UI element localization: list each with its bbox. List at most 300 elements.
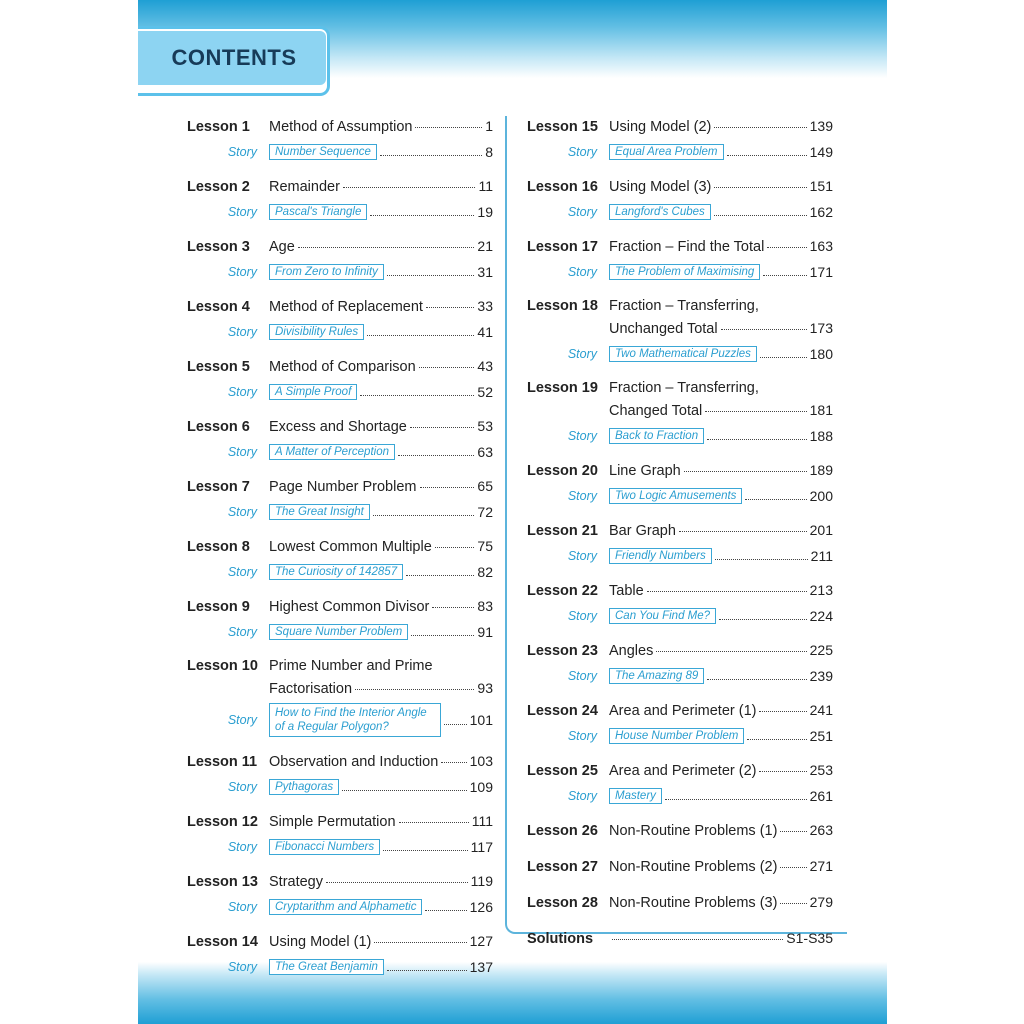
lesson-line <box>527 762 833 784</box>
story-label: Story <box>567 264 597 279</box>
lesson-number: Lesson 24 <box>527 703 598 719</box>
dot-leader <box>780 831 806 832</box>
lesson-line <box>527 894 833 916</box>
story-page-number: 82 <box>477 563 493 580</box>
dot-leader <box>679 531 807 532</box>
dot-leader <box>684 471 807 472</box>
story-line <box>187 200 493 223</box>
lesson-line <box>527 702 833 724</box>
lesson-line <box>187 418 493 440</box>
toc-entry[interactable] <box>527 642 833 687</box>
story-title-box[interactable]: Two Mathematical Puzzles <box>609 346 757 362</box>
dot-leader <box>714 215 807 216</box>
toc-entry[interactable] <box>527 762 833 807</box>
story-label: Story <box>227 384 257 399</box>
toc-entry[interactable] <box>527 702 833 747</box>
lesson-number: Lesson 27 <box>527 859 598 875</box>
story-page-number: 52 <box>477 383 493 400</box>
lesson-number: Lesson 26 <box>527 823 598 839</box>
page-number: 83 <box>477 598 493 614</box>
lesson-line <box>527 238 833 260</box>
lesson-number: Lesson 21 <box>527 523 598 539</box>
lesson-number: Lesson 18 <box>527 298 598 314</box>
story-page-number: 126 <box>469 898 493 915</box>
lesson-number: Lesson 22 <box>527 583 598 599</box>
story-page-number: 8 <box>485 143 493 160</box>
story-line <box>527 544 833 567</box>
story-label: Story <box>567 428 597 443</box>
page-number: 213 <box>809 582 833 598</box>
contents-tab <box>138 31 326 85</box>
page-number: 111 <box>471 813 493 829</box>
story-label: Story <box>227 624 257 639</box>
dot-leader <box>419 367 475 368</box>
dot-leader <box>399 822 469 823</box>
solutions-page: S1-S35 <box>786 930 833 946</box>
lesson-line <box>187 658 493 680</box>
lesson-title-line1: Prime Number and Prime <box>269 658 433 674</box>
lesson-number: Lesson 5 <box>187 359 250 375</box>
lesson-number: Lesson 20 <box>527 463 598 479</box>
story-line <box>187 260 493 283</box>
story-label: Story <box>227 899 257 914</box>
lesson-line <box>527 642 833 664</box>
dot-leader <box>763 275 806 276</box>
story-label: Story <box>227 204 257 219</box>
dot-leader <box>360 395 474 396</box>
story-line <box>527 342 833 365</box>
page-number: 279 <box>809 894 833 910</box>
lesson-number: Lesson 15 <box>527 119 598 135</box>
lesson-title: Using Model (3) <box>609 179 712 195</box>
dot-leader <box>715 559 808 560</box>
story-label: Story <box>227 324 257 339</box>
dot-leader <box>721 329 807 330</box>
dot-leader <box>343 187 476 188</box>
story-title-box[interactable]: Back to Fraction <box>609 428 704 444</box>
page-number: 93 <box>477 680 493 696</box>
story-line <box>187 320 493 343</box>
page-number: 33 <box>477 298 493 314</box>
dot-leader <box>747 739 806 740</box>
lesson-title: Observation and Induction <box>269 754 439 770</box>
story-page-number: 188 <box>809 427 833 444</box>
story-label: Story <box>227 779 257 794</box>
page-number: 173 <box>809 320 833 336</box>
dot-leader <box>373 515 475 516</box>
story-line <box>187 560 493 583</box>
dot-leader <box>383 850 468 851</box>
story-page-number: 63 <box>477 443 493 460</box>
toc-entry[interactable] <box>527 894 833 916</box>
lesson-title: Non-Routine Problems (3) <box>609 895 778 911</box>
lesson-title: Bar Graph <box>609 523 676 539</box>
story-page-number: 200 <box>809 487 833 504</box>
story-title-box[interactable]: A Simple Proof <box>269 384 357 400</box>
story-line <box>527 484 833 507</box>
dot-leader <box>426 307 474 308</box>
page-number: 263 <box>809 822 833 838</box>
lesson-title: Lowest Common Multiple <box>269 539 432 555</box>
story-page-number: 211 <box>810 547 833 564</box>
lesson-line <box>187 538 493 560</box>
story-title-box[interactable]: The Problem of Maximising <box>609 264 760 280</box>
story-page-number: 251 <box>809 727 833 744</box>
story-label: Story <box>227 144 257 159</box>
page-number: 163 <box>809 238 833 254</box>
toc-entry[interactable] <box>187 538 493 583</box>
story-label: Story <box>567 548 597 563</box>
story-line <box>187 955 493 978</box>
lesson-title-line1: Fraction – Transferring, <box>609 298 759 314</box>
story-page-number: 261 <box>809 787 833 804</box>
story-page-number: 117 <box>470 838 493 855</box>
story-line <box>527 724 833 747</box>
story-title-box[interactable]: The Amazing 89 <box>609 668 704 684</box>
lesson-number: Lesson 23 <box>527 643 598 659</box>
lesson-number: Lesson 7 <box>187 479 250 495</box>
story-title-box[interactable]: How to Find the Interior Angle of a Regular Polygon? <box>269 703 441 737</box>
story-title-box[interactable]: The Great Insight <box>269 504 370 520</box>
lesson-number: Lesson 19 <box>527 380 598 396</box>
story-page-number: 31 <box>477 263 493 280</box>
dot-leader <box>780 903 806 904</box>
lesson-title: Method of Assumption <box>269 119 413 135</box>
dot-leader <box>406 575 474 576</box>
dot-leader <box>355 689 474 690</box>
lesson-title: Angles <box>609 643 654 659</box>
dot-leader <box>759 771 806 772</box>
solutions-entry[interactable] <box>527 930 833 952</box>
story-line <box>187 620 493 643</box>
dot-leader <box>432 607 474 608</box>
lesson-line <box>187 478 493 500</box>
toc-entry[interactable] <box>187 598 493 643</box>
dot-leader <box>415 127 482 128</box>
page-number: 181 <box>809 402 833 418</box>
dot-leader <box>374 942 466 943</box>
dot-leader <box>707 439 807 440</box>
story-title-box[interactable]: Two Logic Amusements <box>609 488 742 504</box>
story-title-box[interactable]: Divisibility Rules <box>269 324 364 340</box>
solutions-line <box>527 930 833 952</box>
lesson-line <box>187 813 493 835</box>
lesson-title: Line Graph <box>609 463 681 479</box>
story-line <box>527 260 833 283</box>
page-number: 225 <box>809 642 833 658</box>
dot-leader <box>370 215 474 216</box>
page-number: 151 <box>809 178 833 194</box>
story-line <box>187 702 493 738</box>
dot-leader <box>727 155 807 156</box>
toc-entry[interactable] <box>187 178 493 223</box>
dot-leader <box>410 427 475 428</box>
toc-entry[interactable] <box>187 933 493 978</box>
dot-leader <box>760 357 807 358</box>
lesson-title: Page Number Problem <box>269 479 417 495</box>
page-number: 103 <box>469 753 493 769</box>
page-number: 43 <box>477 358 493 374</box>
story-title-box[interactable]: Equal Area Problem <box>609 144 724 160</box>
dot-leader <box>387 970 467 971</box>
lesson-line-continued <box>187 680 493 702</box>
story-page-number: 224 <box>809 607 833 624</box>
dot-leader <box>398 455 474 456</box>
story-label: Story <box>227 713 257 727</box>
story-line <box>187 895 493 918</box>
story-label: Story <box>567 204 597 219</box>
lesson-line <box>527 858 833 880</box>
lesson-number: Lesson 16 <box>527 179 598 195</box>
dot-leader <box>420 487 475 488</box>
story-label: Story <box>567 728 597 743</box>
story-title-box[interactable]: Cryptarithm and Alphametic <box>269 899 422 915</box>
story-label: Story <box>227 839 257 854</box>
lesson-number: Lesson 2 <box>187 179 250 195</box>
lesson-line <box>187 298 493 320</box>
story-page-number: 171 <box>809 263 833 280</box>
story-title-box[interactable]: Fibonacci Numbers <box>269 839 380 855</box>
page-number: 201 <box>809 522 833 538</box>
dot-leader <box>612 939 783 940</box>
story-title-box[interactable]: Langford's Cubes <box>609 204 711 220</box>
toc-entry[interactable] <box>527 178 833 223</box>
lesson-line <box>527 380 833 402</box>
lesson-title: Area and Perimeter (1) <box>609 703 757 719</box>
dot-leader <box>435 547 475 548</box>
dot-leader <box>714 187 806 188</box>
lesson-title: Simple Permutation <box>269 814 396 830</box>
lesson-line <box>187 358 493 380</box>
story-label: Story <box>567 668 597 683</box>
lesson-number: Lesson 28 <box>527 895 598 911</box>
story-line <box>187 440 493 463</box>
lesson-title: Area and Perimeter (2) <box>609 763 757 779</box>
story-title-box[interactable]: House Number Problem <box>609 728 744 744</box>
story-label: Story <box>567 144 597 159</box>
lesson-number: Lesson 10 <box>187 658 258 674</box>
story-page-number: 91 <box>477 623 493 640</box>
story-label: Story <box>227 959 257 974</box>
dot-leader <box>647 591 807 592</box>
toc-entry[interactable] <box>527 298 833 365</box>
dot-leader <box>745 499 806 500</box>
story-page-number: 101 <box>469 712 493 728</box>
story-label: Story <box>567 346 597 361</box>
toc-entry[interactable] <box>527 522 833 567</box>
lesson-title: Excess and Shortage <box>269 419 407 435</box>
lesson-line <box>527 822 833 844</box>
dot-leader <box>767 247 806 248</box>
page-number: 127 <box>469 933 493 949</box>
story-line <box>187 380 493 403</box>
lesson-number: Lesson 9 <box>187 599 250 615</box>
lesson-number: Lesson 1 <box>187 119 250 135</box>
story-page-number: 109 <box>469 778 493 795</box>
lesson-line <box>187 873 493 895</box>
lesson-number: Lesson 3 <box>187 239 250 255</box>
lesson-line <box>527 462 833 484</box>
dot-leader <box>342 790 466 791</box>
page-number: 139 <box>809 118 833 134</box>
page-number: 189 <box>809 462 833 478</box>
toc-entry[interactable] <box>527 118 833 163</box>
lesson-title: Strategy <box>269 874 323 890</box>
story-line <box>187 140 493 163</box>
story-page-number: 149 <box>809 143 833 160</box>
lesson-line <box>187 753 493 775</box>
page-number: 253 <box>809 762 833 778</box>
lesson-number: Lesson 13 <box>187 874 258 890</box>
dot-leader <box>707 679 806 680</box>
toc-entry[interactable] <box>527 380 833 447</box>
story-label: Story <box>567 608 597 623</box>
lesson-title: Method of Replacement <box>269 299 423 315</box>
lesson-title: Non-Routine Problems (2) <box>609 859 778 875</box>
story-label: Story <box>567 488 597 503</box>
story-title-box[interactable]: The Great Benjamin <box>269 959 384 975</box>
lesson-number: Lesson 6 <box>187 419 250 435</box>
story-title-box[interactable]: A Matter of Perception <box>269 444 395 460</box>
story-line <box>527 664 833 687</box>
lesson-title: Changed Total <box>609 403 703 419</box>
lesson-line <box>187 933 493 955</box>
dot-leader <box>759 711 806 712</box>
dot-leader <box>444 724 467 725</box>
dot-leader <box>441 762 466 763</box>
dot-leader <box>298 247 475 248</box>
story-title-box[interactable]: From Zero to Infinity <box>269 264 384 280</box>
page-number: 241 <box>809 702 833 718</box>
dot-leader <box>367 335 474 336</box>
page-number: 1 <box>485 118 493 134</box>
page-number: 119 <box>470 873 493 889</box>
toc-entry[interactable] <box>187 873 493 918</box>
toc-entry[interactable] <box>527 858 833 880</box>
story-line <box>187 775 493 798</box>
story-page-number: 41 <box>477 323 493 340</box>
page-number: 21 <box>477 238 493 254</box>
page-number: 75 <box>477 538 493 554</box>
lesson-line <box>187 598 493 620</box>
toc-left-column <box>187 118 493 993</box>
toc-entry[interactable] <box>527 462 833 507</box>
page-number: 11 <box>478 178 493 194</box>
lesson-line <box>527 582 833 604</box>
page-number: 65 <box>477 478 493 494</box>
dot-leader <box>411 635 474 636</box>
story-line <box>527 784 833 807</box>
lesson-title: Fraction – Find the Total <box>609 239 765 255</box>
toc-entry[interactable] <box>527 582 833 627</box>
lesson-line <box>187 118 493 140</box>
story-title-box[interactable]: Can You Find Me? <box>609 608 716 624</box>
lesson-title: Remainder <box>269 179 340 195</box>
lesson-number: Lesson 25 <box>527 763 598 779</box>
lesson-line <box>527 298 833 320</box>
toc-entry[interactable] <box>187 298 493 343</box>
story-line <box>527 200 833 223</box>
story-title-box[interactable]: Pascal's Triangle <box>269 204 367 220</box>
toc-entry[interactable] <box>527 238 833 283</box>
lesson-title: Method of Comparison <box>269 359 416 375</box>
story-label: Story <box>227 564 257 579</box>
toc-entry[interactable] <box>187 118 493 163</box>
story-title-box[interactable]: Square Number Problem <box>269 624 408 640</box>
story-label: Story <box>227 504 257 519</box>
toc-right-column <box>527 118 833 966</box>
dot-leader <box>665 799 807 800</box>
lesson-title: Factorisation <box>269 681 353 697</box>
story-line <box>527 140 833 163</box>
toc-entry[interactable] <box>527 822 833 844</box>
dot-leader <box>380 155 482 156</box>
story-title-box[interactable]: Friendly Numbers <box>609 548 712 564</box>
lesson-line <box>527 118 833 140</box>
toc-entry[interactable] <box>187 418 493 463</box>
lesson-title: Table <box>609 583 644 599</box>
toc-entry[interactable] <box>187 478 493 523</box>
story-title-box[interactable]: Pythagoras <box>269 779 339 795</box>
story-title-box[interactable]: Mastery <box>609 788 662 804</box>
story-line <box>527 424 833 447</box>
story-label: Story <box>227 264 257 279</box>
toc-entry[interactable] <box>187 813 493 858</box>
lesson-title: Using Model (1) <box>269 934 372 950</box>
lesson-number: Lesson 14 <box>187 934 258 950</box>
dot-leader <box>719 619 807 620</box>
lesson-number: Lesson 17 <box>527 239 598 255</box>
lesson-number: Lesson 8 <box>187 539 250 555</box>
lesson-title-line1: Fraction – Transferring, <box>609 380 759 396</box>
lesson-line-continued <box>527 320 833 342</box>
story-line <box>187 835 493 858</box>
story-page-number: 180 <box>809 345 833 362</box>
page-number: 271 <box>809 858 833 874</box>
dot-leader <box>705 411 806 412</box>
dot-leader <box>780 867 806 868</box>
solutions-label: Solutions <box>527 931 594 947</box>
page-number: 53 <box>477 418 493 434</box>
lesson-title: Highest Common Divisor <box>269 599 430 615</box>
toc-entry[interactable] <box>187 358 493 403</box>
lesson-title: Non-Routine Problems (1) <box>609 823 778 839</box>
story-title-box[interactable]: The Curiosity of 142857 <box>269 564 403 580</box>
story-title-box[interactable]: Number Sequence <box>269 144 377 160</box>
lesson-line-continued <box>527 402 833 424</box>
lesson-number: Lesson 11 <box>187 754 258 770</box>
dot-leader <box>425 910 466 911</box>
lesson-title: Age <box>269 239 295 255</box>
toc-entry[interactable] <box>187 238 493 283</box>
dot-leader <box>326 882 468 883</box>
story-page-number: 137 <box>469 958 493 975</box>
lesson-title: Using Model (2) <box>609 119 712 135</box>
dot-leader <box>714 127 806 128</box>
story-label: Story <box>567 788 597 803</box>
dot-leader <box>387 275 475 276</box>
lesson-number: Lesson 12 <box>187 814 258 830</box>
story-page-number: 162 <box>809 203 833 220</box>
lesson-number: Lesson 4 <box>187 299 250 315</box>
dot-leader <box>656 651 806 652</box>
toc-entry[interactable] <box>187 753 493 798</box>
toc-entry[interactable] <box>187 658 493 738</box>
lesson-line <box>527 522 833 544</box>
story-label: Story <box>227 444 257 459</box>
story-page-number: 72 <box>477 503 493 520</box>
story-line <box>527 604 833 627</box>
